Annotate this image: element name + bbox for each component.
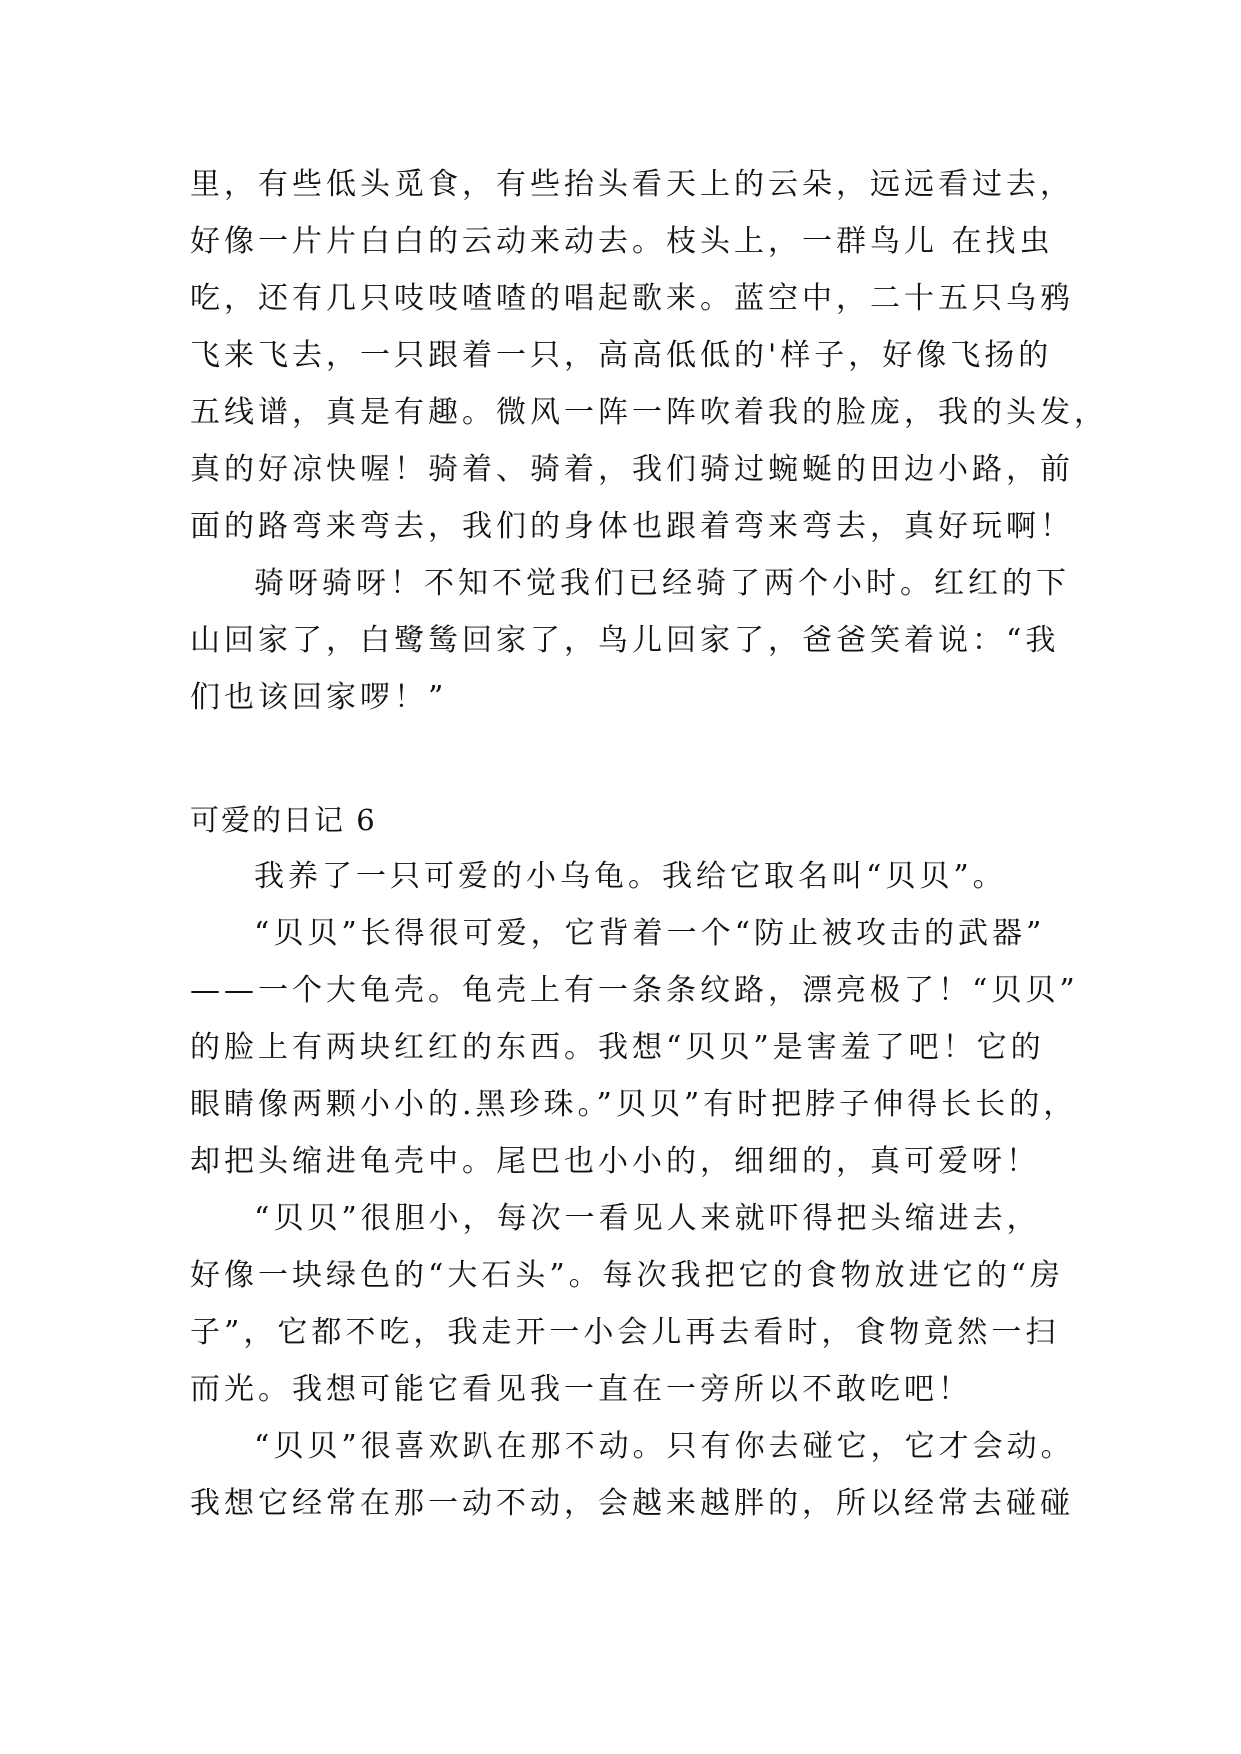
paragraph-line: 五线谱，真是有趣。微风一阵一阵吹着我的脸庞，我的头发， — [190, 395, 1108, 430]
paragraph-line: 却把头缩进龟壳中。尾巴也小小的，细细的，真可爱呀！ — [190, 1144, 1040, 1179]
paragraph-line: 飞来飞去，一只跟着一只，高高低低的'样子，好像飞扬的 — [190, 338, 1053, 373]
paragraph-line: 眼睛像两颗小小的.黑珍珠。”贝贝”有时把脖子伸得长长的， — [190, 1087, 1078, 1122]
section-title: 可爱的日记 6 — [190, 803, 377, 837]
paragraph-line: ——一个大龟壳。龟壳上有一条条纹路，漂亮极了！“贝贝” — [190, 973, 1079, 1008]
paragraph-line: 们也该回家啰！” — [190, 680, 448, 715]
paragraph-line: 我想它经常在那一动不动，会越来越胖的，所以经常去碰碰 — [190, 1486, 1074, 1521]
paragraph-line: 山回家了，白鹭鸶回家了，鸟儿回家了，爸爸笑着说：“我 — [190, 623, 1060, 658]
paragraph-line: 好像一块绿色的“大石头”。每次我把它的食物放进它的“房 — [190, 1258, 1065, 1293]
paragraph-line: 好像一片片白白的云动来动去。枝头上，一群鸟儿 在找虫 — [190, 224, 1054, 259]
paragraph-line: 我养了一只可爱的小乌龟。我给它取名叫“贝贝”。 — [254, 859, 1007, 894]
paragraph-line: 骑呀骑呀！不知不觉我们已经骑了两个小时。红红的下 — [254, 566, 1070, 601]
paragraph-line: 里，有些低头觅食，有些抬头看天上的云朵，远远看过去， — [190, 167, 1074, 202]
paragraph-line: 子”，它都不吃，我走开一小会儿再去看时，食物竟然一扫 — [190, 1315, 1060, 1350]
paragraph-line: “贝贝”很胆小，每次一看见人来就吓得把头缩进去， — [254, 1201, 1041, 1236]
paragraph-line: “贝贝”很喜欢趴在那不动。只有你去碰它，它才会动。 — [254, 1429, 1075, 1464]
paragraph-line: “贝贝”长得很可爱，它背着一个“防止被攻击的武器” — [254, 916, 1046, 951]
paragraph-line: 而光。我想可能它看见我一直在一旁所以不敢吃吧！ — [190, 1372, 972, 1407]
paragraph-line: 真的好凉快喔！骑着、骑着，我们骑过蜿蜒的田边小路，前 — [190, 452, 1074, 487]
paragraph-line: 吃，还有几只吱吱喳喳的唱起歌来。蓝空中，二十五只乌鸦 — [190, 281, 1074, 316]
paragraph-line: 面的路弯来弯去，我们的身体也跟着弯来弯去，真好玩啊！ — [190, 509, 1074, 544]
paragraph-line: 的脸上有两块红红的东西。我想“贝贝”是害羞了吧！它的 — [190, 1030, 1045, 1065]
